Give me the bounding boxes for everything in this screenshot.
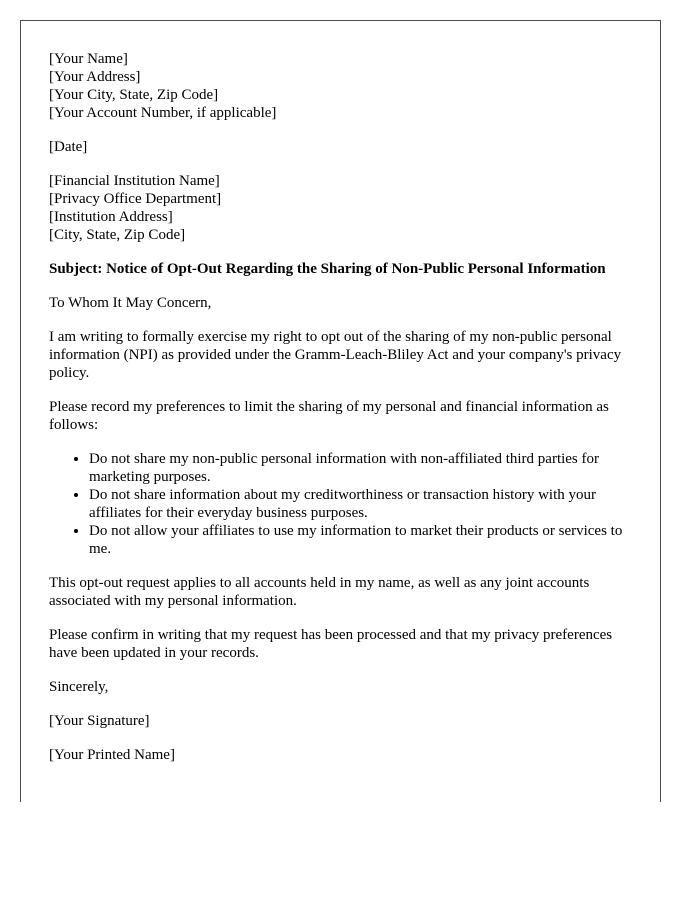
sender-name: [Your Name] [49,51,128,67]
recipient-city-state-zip: [City, State, Zip Code] [49,227,186,243]
list-item: • Do not share information about my creditworthiness or transaction history with your affiliates for their everyday business purposes. [89,486,632,522]
paragraph-intro: I am writing to formally exercise my right to opt out of the sharing of my non-public personal information (NPI) as provided under the Gramm-Leach-Bliley Act and your company's privacy policy. [49,329,622,381]
closing: Sincerely, [49,679,109,695]
paragraph-confirm: Please confirm in writing that my request has been processed and that my privacy preferences have been updated in your records. [49,627,613,661]
recipient-block [49,172,632,244]
sender-address: [Your Address] [49,69,141,85]
letter-page [20,20,661,802]
sender-city-state-zip: [Your City, State, Zip Code] [49,87,219,103]
list-item: • Do not share my non-public personal information with non-affiliated third parties for marketing purposes. [89,450,632,486]
recipient-institution: [Financial Institution Name] [49,173,220,189]
opt-out-list [49,450,632,558]
paragraph-preferences: Please record my preferences to limit the sharing of my personal and financial information as follows: [49,399,609,433]
sender-account-number: [Your Account Number, if applicable] [49,105,277,121]
recipient-department: [Privacy Office Department] [49,191,222,207]
sender-block [49,50,632,122]
list-item: • Do not allow your affiliates to use my information to market their products or services to me. [89,522,632,558]
subject-line: Subject: Notice of Opt-Out Regarding the Sharing of Non-Public Personal Information [49,261,606,277]
signature-line: [Your Signature] [49,713,150,729]
paragraph-scope: This opt-out request applies to all accounts held in my name, as well as any joint accounts associated with my personal information. [49,575,590,609]
salutation: To Whom It May Concern, [49,295,212,311]
printed-name-line: [Your Printed Name] [49,747,175,763]
recipient-address: [Institution Address] [49,209,173,225]
date-line: [Date] [49,139,88,155]
